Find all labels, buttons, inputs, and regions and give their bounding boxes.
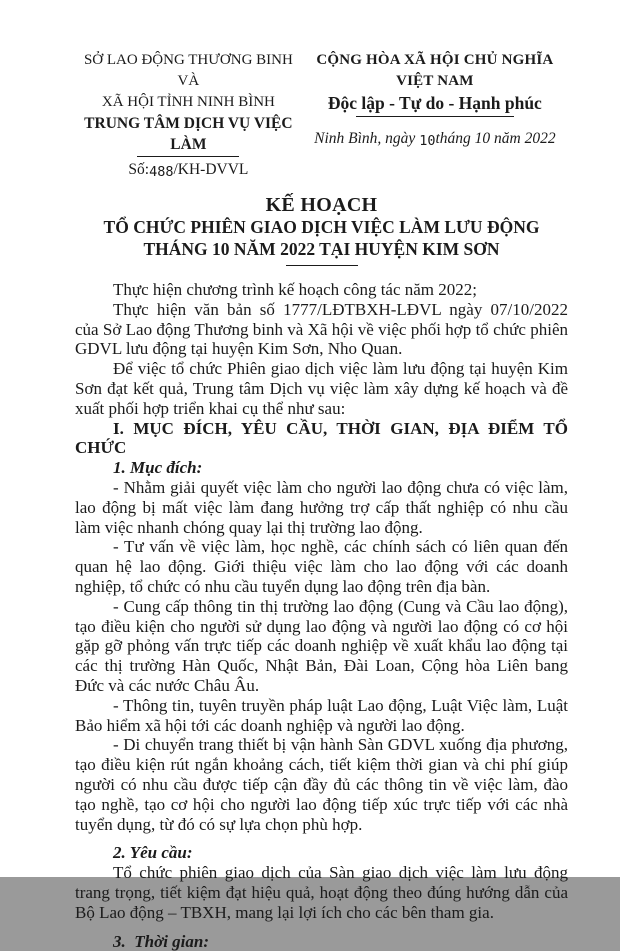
document-subtitle-line2: THÁNG 10 NĂM 2022 TẠI HUYỆN KIM SƠN <box>75 238 568 260</box>
document-header <box>75 50 568 181</box>
document-number-value: 488 <box>149 164 173 180</box>
section-1-heading: I. MỤC ĐÍCH, YÊU CẦU, THỜI GIAN, ĐỊA ĐIỂM TỔ CHỨC <box>75 419 568 459</box>
muc-dich-item: - Cung cấp thông tin thị trường lao động (Cung và Cầu lao động), tạo điều kiện cho người sử dụng lao động và người lao động có cơ hội gặp gỡ phỏng vấn trực tiếp các doanh nghiệp về xuất khẩu lao động tại các thị trường Hàn Quốc, Nhật Bản, Đài Loan, Cộng hòa Liên bang Đức và các nước Châu Âu. <box>75 597 568 696</box>
national-motto-line1: CỘNG HÒA XÃ HỘI CHỦ NGHĨA VIỆT NAM <box>302 50 568 92</box>
subsection-thoi-gian-heading: 3. Thời gian: <box>75 932 568 951</box>
document-title-block <box>75 194 568 266</box>
document-number <box>75 159 302 181</box>
subsection-muc-dich-heading: 1. Mục đích: <box>75 458 568 478</box>
subsection-yeu-cau-heading: 2. Yêu cầu: <box>75 843 568 863</box>
document-subtitle-line1: TỔ CHỨC PHIÊN GIAO DỊCH VIỆC LÀM LƯU ĐỘNG <box>75 216 568 238</box>
document-number-label: Số: <box>128 161 149 178</box>
muc-dich-item: - Tư vấn về việc làm, học nghề, các chính sách có liên quan đến quan hệ lao động. Giới thiệu việc làm cho lao động với các doanh nghiệp, tổ chức có nhu cầu tuyển dụng lao động trên địa bàn. <box>75 537 568 596</box>
issuing-agency-name: TRUNG TÂM DỊCH VỤ VIỆC LÀM <box>75 113 302 155</box>
muc-dich-item: - Di chuyển trang thiết bị vận hành Sàn GDVL xuống địa phương, tạo điều kiện rút ngắn khoảng cách, tiết kiệm thời gian và chi phí giúp người có nhu cầu được tiếp cận đầy đủ các thông tin về việc làm, đào tạo nghề, tạo cơ hội cho người lao động tiếp xúc trực tiếp với các nhà tuyển dụng, từ đó có sự lựa chọn phù hợp. <box>75 735 568 834</box>
national-motto-line2: Độc lập - Tự do - Hạnh phúc <box>302 93 568 114</box>
dateline-prefix: Ninh Bình, ngày <box>314 130 419 147</box>
document-body <box>75 280 568 951</box>
title-divider-line <box>286 265 358 266</box>
yeu-cau-paragraph: Tổ chức phiên giao dịch của Sàn giao dịch việc làm lưu động trang trọng, tiết kiệm đạt hiệu quả, hoạt động theo đúng hướng dẫn của Bộ Lao động – TBXH, mang lại lợi ích cho các bên tham gia. <box>75 863 568 922</box>
body-paragraph: Để việc tổ chức Phiên giao dịch việc làm lưu động tại huyện Kim Sơn đạt kết quả, Trung tâm Dịch vụ việc làm xây dựng kế hoạch và đề xuất phối hợp triển khai cụ thể như sau: <box>75 359 568 418</box>
dateline-suffix: tháng 10 năm 2022 <box>435 130 555 147</box>
agency-divider-line <box>137 156 239 157</box>
muc-dich-item: - Thông tin, tuyên truyền pháp luật Lao động, Luật Việc làm, Luật Bảo hiểm xã hội tới các doanh nghiệp và người lao động. <box>75 696 568 736</box>
parent-agency-line2: XÃ HỘI TỈNH NINH BÌNH <box>75 92 302 113</box>
muc-dich-item: - Nhằm giải quyết việc làm cho người lao động chưa có việc làm, lao động bị mất việc làm đang hưởng trợ cấp thất nghiệp có nhu cầu làm việc nhanh chóng quay lại thị trường lao động. <box>75 478 568 537</box>
document-number-suffix: /KH-DVVL <box>173 161 248 178</box>
body-paragraph: Thực hiện chương trình kế hoạch công tác năm 2022; <box>75 280 568 300</box>
issuing-agency-block <box>75 50 302 181</box>
dateline-day: 10 <box>419 133 435 149</box>
place-dateline <box>302 128 568 150</box>
body-paragraph: Thực hiện văn bản số 1777/LĐTBXH-LĐVL ngày 07/10/2022 của Sở Lao động Thương binh và Xã hội về việc phối hợp tổ chức phiên GDVL lưu động tại huyện Kim Sơn, Nho Quan. <box>75 300 568 359</box>
motto-divider-line <box>356 116 514 117</box>
document-title: KẾ HOẠCH <box>75 194 568 216</box>
national-motto-block <box>302 50 568 181</box>
parent-agency-line1: SỞ LAO ĐỘNG THƯƠNG BINH VÀ <box>75 50 302 92</box>
